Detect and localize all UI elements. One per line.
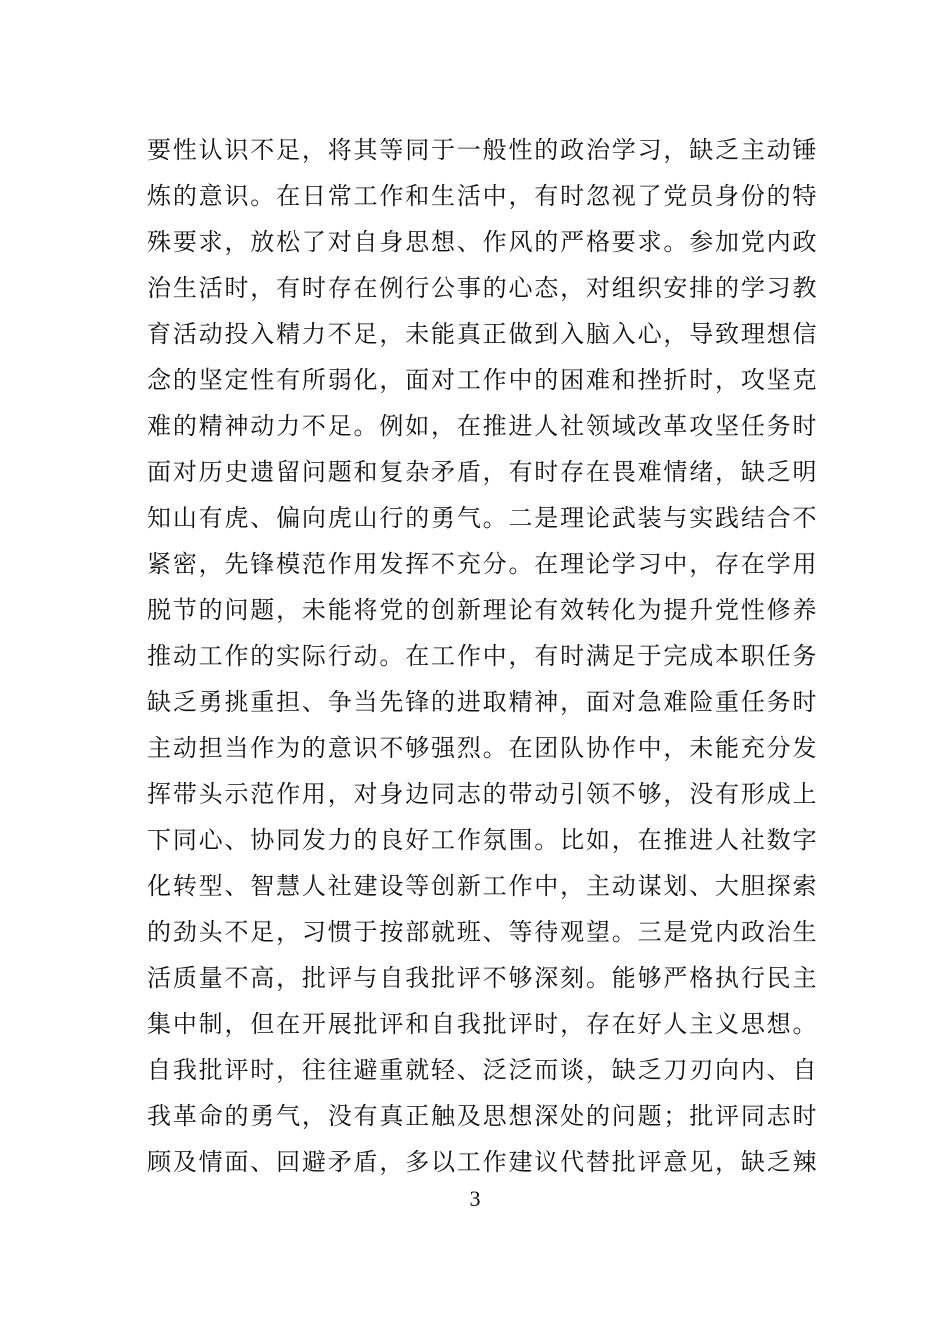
body-text [147,127,817,1185]
text-line: 紧密，先锋模范作用发挥不充分。在理论学习中，存在学用 [147,550,817,578]
text-line: 挥带头示范作用，对身边同志的带动引领不够，没有形成上 [147,780,817,808]
text-line: 知山有虎、偏向虎山行的勇气。二是理论武装与实践结合不 [147,504,817,532]
text-line: 难的精神动力不足。例如，在推进人社领域改革攻坚任务时 [147,412,817,440]
text-line: 炼的意识。在日常工作和生活中，有时忽视了党员身份的特 [147,182,817,210]
text-line: 要性认识不足，将其等同于一般性的政治学习，缺乏主动锤 [147,136,817,164]
text-line: 治生活时，有时存在例行公事的心态，对组织安排的学习教 [147,274,817,302]
text-line: 面对历史遗留问题和复杂矛盾，有时存在畏难情绪，缺乏明 [147,458,817,486]
text-line: 的劲头不足，习惯于按部就班、等待观望。三是党内政治生 [147,918,817,946]
text-line: 育活动投入精力不足，未能真正做到入脑入心，导致理想信 [147,320,817,348]
text-line: 殊要求，放松了对自身思想、作风的严格要求。参加党内政 [147,228,817,256]
page-number: 3 [469,1186,481,1211]
text-line: 缺乏勇挑重担、争当先锋的进取精神，面对急难险重任务时 [147,688,817,716]
text-line: 我革命的勇气，没有真正触及思想深处的问题；批评同志时 [147,1102,817,1130]
text-line: 集中制，但在开展批评和自我批评时，存在好人主义思想。 [147,1010,817,1038]
text-line: 念的坚定性有所弱化，面对工作中的困难和挫折时，攻坚克 [147,366,817,394]
text-line: 自我批评时，往往避重就轻、泛泛而谈，缺乏刀刃向内、自 [147,1056,817,1084]
text-line: 活质量不高，批评与自我批评不够深刻。能够严格执行民主 [147,964,817,992]
text-line: 推动工作的实际行动。在工作中，有时满足于完成本职任务 [147,642,817,670]
text-line: 化转型、智慧人社建设等创新工作中，主动谋划、大胆探索 [147,872,817,900]
text-line: 顾及情面、回避矛盾，多以工作建议代替批评意见，缺乏辣 [147,1148,817,1176]
text-line: 主动担当作为的意识不够强烈。在团队协作中，未能充分发 [147,734,817,762]
text-line: 下同心、协同发力的良好工作氛围。比如，在推进人社数字 [147,826,817,854]
text-line: 脱节的问题，未能将党的创新理论有效转化为提升党性修养 [147,596,817,624]
